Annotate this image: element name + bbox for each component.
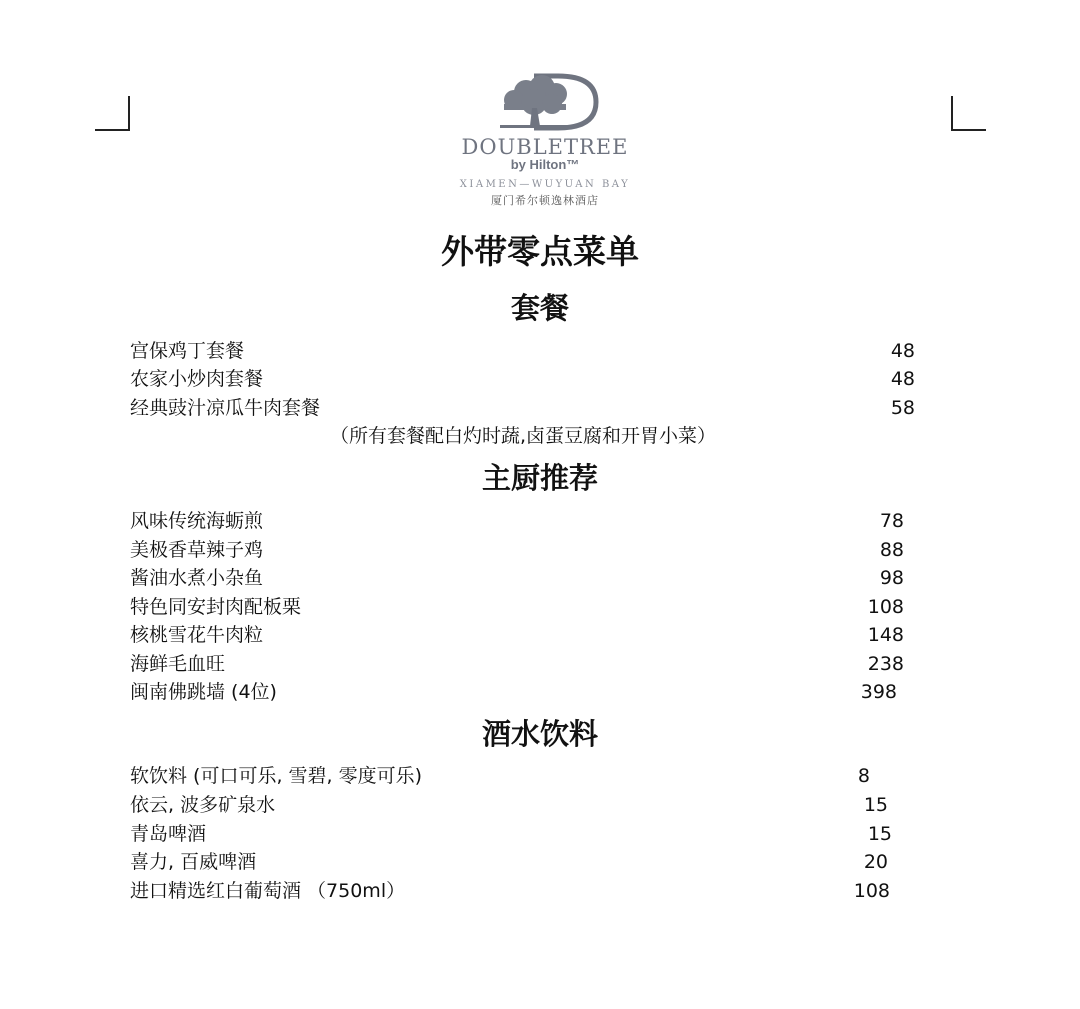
menu-item-name: 酱油水煮小杂鱼 <box>130 567 264 589</box>
menu-item-name: 核桃雪花牛肉粒 <box>130 624 264 646</box>
menu-item-price: 15 <box>867 823 892 845</box>
menu-item-name: 美极香草辣子鸡 <box>130 539 264 561</box>
section-title-set-meals: 套餐 <box>510 291 569 325</box>
menu-item-name: 海鲜毛血旺 <box>130 653 226 675</box>
brand-location: XIAMEN—WUYUAN BAY <box>459 179 631 190</box>
menu-item-name: 特色同安封肉配板栗 <box>130 596 302 618</box>
menu-item-name: 青岛啤酒 <box>130 823 207 845</box>
menu-item-price: 238 <box>867 653 904 675</box>
crop-mark-top-right <box>951 129 986 131</box>
menu-item-name: 闽南佛跳墙 (4位) <box>130 681 277 703</box>
crop-mark-top-left <box>95 129 130 131</box>
menu-item-price: 88 <box>879 539 904 561</box>
tree-logo-icon <box>490 70 600 132</box>
menu-item-price: 48 <box>890 340 915 362</box>
menu-item-name: 宫保鸡丁套餐 <box>130 340 245 362</box>
brand-name: DOUBLETREE <box>461 135 629 159</box>
crop-mark-top-left <box>128 96 130 130</box>
menu-item-price: 78 <box>879 510 904 532</box>
menu-item-price: 48 <box>890 368 915 390</box>
menu-item-name: 风味传统海蛎煎 <box>130 510 264 532</box>
menu-item-name: 经典豉汁凉瓜牛肉套餐 <box>130 397 321 419</box>
menu-item-price: 108 <box>853 880 890 902</box>
menu-item-price: 15 <box>863 794 888 816</box>
set-meal-note: （所有套餐配白灼时蔬,卤蛋豆腐和开胃小菜） <box>330 425 717 447</box>
menu-item-name: 依云, 波多矿泉水 <box>130 794 276 816</box>
brand-subname: by Hilton™ <box>510 157 580 172</box>
menu-item-price: 98 <box>879 567 904 589</box>
menu-item-price: 398 <box>860 681 897 703</box>
crop-mark-top-right <box>951 96 953 130</box>
section-title-drinks: 酒水饮料 <box>481 717 598 751</box>
menu-title: 外带零点菜单 <box>441 232 639 271</box>
section-title-chef-recommend: 主厨推荐 <box>481 461 598 495</box>
menu-item-price: 148 <box>867 624 904 646</box>
menu-item-price: 58 <box>890 397 915 419</box>
hotel-logo <box>430 70 660 215</box>
menu-item-price: 20 <box>863 851 888 873</box>
menu-item-price: 8 <box>857 765 870 787</box>
menu-item-name: 农家小炒肉套餐 <box>130 368 264 390</box>
menu-item-name: 喜力, 百威啤酒 <box>130 851 257 873</box>
menu-item-name: 进口精选红白葡萄酒 （750ml） <box>130 880 406 902</box>
menu-item-name: 软饮料 (可口可乐, 雪碧, 零度可乐) <box>130 765 423 787</box>
menu-item-price: 108 <box>867 596 904 618</box>
brand-chinese-name: 厦门希尔顿逸林酒店 <box>491 194 599 207</box>
